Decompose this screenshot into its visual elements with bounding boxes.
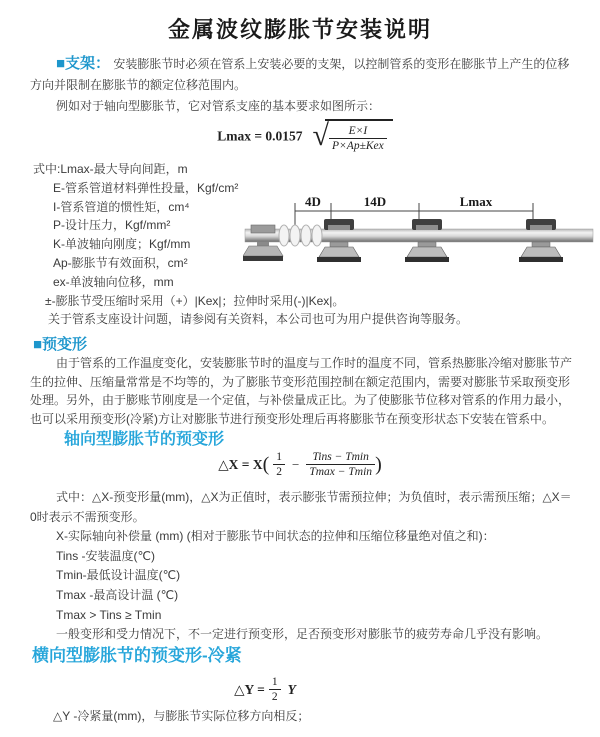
support-paragraph	[30, 53, 574, 96]
dim-label-lmax: Lmax	[459, 194, 493, 209]
note-line: Tmax > Tins ≥ Tmin	[56, 607, 162, 622]
minus-sign: −	[292, 456, 300, 472]
formula-lmax-lhs: Lmax = 0.0157	[217, 128, 303, 144]
predeform-section-heading: ■预变形	[33, 336, 88, 353]
support-intro-text: 安装膨胀节时必须在管系上安装必要的支架，以控制管系的变形在膨胀节上产生的位移方向并限制在膨胀节的额定位移范围内。	[30, 57, 570, 92]
formula-delta-y	[115, 675, 415, 705]
definition-line: E-管系管道材料弹性投量，Kgf/cm²	[53, 180, 239, 195]
formula-lmax	[155, 119, 455, 154]
lateral-note-text: △Y -冷紧量(mm)，与膨胀节实际位移方向相反；	[53, 709, 310, 723]
note-line: X-实际轴向补偿量 (mm) (相对于膨胀节中间状态的拉伸和压缩位移量绝对值之和)：	[56, 529, 495, 544]
definition-line: P-设计压力，Kgf/mm²	[53, 218, 171, 233]
formula-delta-x	[150, 450, 450, 480]
formula-delta-x-numerator: Tins − Tmin	[306, 450, 375, 465]
formula-lmax-denominator: P×Ap±Kex	[332, 140, 384, 153]
dim-label-4d: 4D	[305, 194, 321, 209]
support-section-label: ■支架：	[56, 55, 111, 72]
definition-line: Ap-膨胀节有效面积，cm²	[53, 255, 188, 270]
temperature-fraction	[306, 450, 375, 480]
predeform-body-text: 由于管系的工作温度变化，安装膨胀节时的温度与工作时的温度不同，管系热膨胀冷缩对膨胀节产生的拉伸、压缩量常常是不均等的，为了膨胀节变形范围控制在额定范围内，需要对膨胀节采取预变形处理。另外，由于膨账节刚度是一个定值，与补偿量成正比。为了使膨胀节位移对管系的作用力最小，也可以采用预变形(冷紧)方让对膨胀节进行预变形处理后再将膨胀节在预变形状态下安装在管系中。	[30, 356, 573, 426]
support-section	[30, 53, 574, 117]
note-line: Tmin-最低设计温度(℃)	[56, 568, 181, 583]
one-half-fraction: $\frac{1}{2}$	[273, 450, 285, 480]
dim-label-14d: 14D	[363, 194, 387, 209]
formula-lmax-numerator: E×I	[329, 124, 387, 139]
note-line: 一般变形和受力情况下，不一定进行预变形，足否预变形对膨胀节的疲劳寿命几乎没有影响。	[56, 627, 549, 642]
square-root-icon: √ $\frac{E\times I}{\text{P×Ap±Kex}}$	[313, 119, 393, 154]
definition-line: I-管系管道的惯性矩，cm⁴	[53, 199, 190, 214]
pipe-support-diagram	[243, 192, 595, 288]
bellows-icon	[279, 225, 322, 246]
formula-delta-x-denominator: Tmax − Tmin	[309, 466, 373, 479]
close-paren: )	[375, 453, 382, 476]
axial-subsection-heading: 轴向型膨胀节的预变形	[64, 431, 225, 448]
definition-line: K-单波轴向刚度；Kgf/mm	[53, 237, 191, 252]
formula-delta-y-lhs: △Y =	[234, 681, 265, 697]
support-example-text: 例如对于轴向型膨胀节，它对管系支座的基本要求如图所示：	[56, 99, 381, 113]
formula-delta-y-rhs: Y	[287, 681, 296, 697]
page-title: 金属波纹膨胀节安装说明	[167, 17, 432, 42]
note-line: Tins -安装温度(℃)	[56, 548, 156, 563]
definition-line: ±-膨胀节受压缩时采用（+）|Kex|；拉伸时采用(-)|Kex|。	[45, 293, 345, 308]
axial-notes-list	[30, 488, 578, 645]
definition-line: 式中:Lmax-最大导向间距，m	[33, 162, 188, 176]
support-service-note: 关于管系支座设计问题，请参阅有关资料，本公司也可为用户提供咨询等服务。	[48, 312, 469, 327]
note-line: Tmax -最高设计温 (℃)	[56, 587, 179, 602]
one-half-fraction: $\frac{1}{2}$	[269, 675, 281, 705]
formula-lmax-fraction	[329, 124, 387, 154]
note-line: 式中：△X-预变形量(mm)，△X为正值时，表示膨张节需预拉伸；为负值时，表示需预压缩；△X＝0时表示不需预变形。	[30, 490, 572, 524]
open-paren: (	[262, 453, 270, 476]
formula-delta-x-lhs: △X = X	[218, 456, 263, 472]
definition-line: ex-单波轴向位移，mm	[53, 274, 174, 289]
lateral-subsection-heading: 横向型膨胀节的预变形-冷紧	[32, 646, 242, 665]
